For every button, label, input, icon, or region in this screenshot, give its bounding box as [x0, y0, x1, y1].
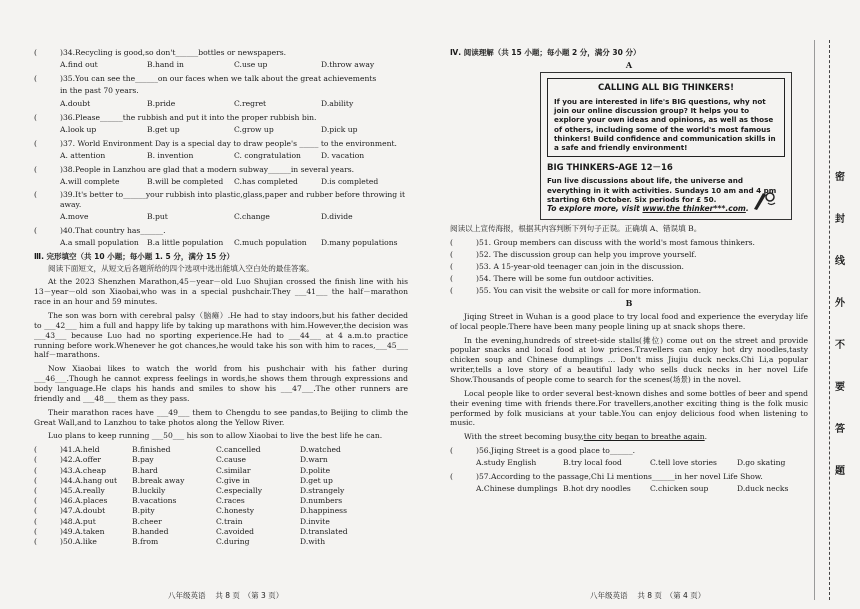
cloze-row: ( )41.A.held B.finished C.cancelled D.watched	[34, 445, 341, 455]
passage-b-paragraph: Jiqing Street in Wuhan is a good place to try local food and experience the everyday life of local people.There have been many people lining up at snack shops there.	[450, 311, 808, 331]
binding-strip	[814, 40, 860, 600]
binding-dashed-line	[829, 40, 830, 600]
options-37: A. attention B. invention C. congratulation D. vacation	[60, 150, 365, 160]
options-36: A.look up B.get up C.grow up D.pick up	[60, 125, 358, 135]
section-3-instructions: 阅读下面短文，从短文后各题所给的四个选项中选出能填入空白处的最佳答案。	[48, 263, 314, 273]
passage-paragraph: Luo plans to keep running ___50___ his son to allow Xiaobai to live the best life he can.	[48, 431, 383, 441]
website-link[interactable]: www.the thinker***.com	[642, 204, 746, 214]
options-56: A.study English B.try local food C.tell love stories D.go skating	[476, 458, 786, 468]
question-56: ( )56.Jiqing Street is a good place to______.	[450, 446, 636, 456]
cloze-row: ( )45.A.really B.luckily C.especially D.strangely	[34, 486, 345, 495]
page-footer: 八年级英语 共 8 页 （第 4 页）	[590, 591, 706, 601]
right-page	[440, 0, 812, 609]
passage-b-last-line: With the street becoming busy,the city began to breathe again.	[464, 432, 708, 442]
tf-item: ( )54. There will be some fun outdoor activities.	[450, 273, 654, 283]
cloze-row: ( )48.A.put B.cheer C.train D.invite	[34, 516, 330, 526]
tf-item: ( )53. A 15-year-old teenager can join in the discussion.	[450, 261, 684, 271]
question-37: ( )37. World Environment Day is a special day to draw people's _____ to the environment.	[34, 139, 397, 149]
poster-subtitle: BIG THINKERS-AGE 12－16	[547, 163, 673, 174]
options-57: A.Chinese dumplings B.hot dry noodles C.chicken soup D.duck necks	[476, 483, 789, 493]
binding-char: 密	[835, 172, 845, 183]
tf-item: ( )52. The discussion group can help you improve yourself.	[450, 250, 697, 260]
cloze-row: ( )50.A.like B.from C.during D.with	[34, 536, 326, 546]
options-35: A.doubt B.pride C.regret D.ability	[60, 99, 354, 109]
passage-paragraph: The son was born with cerebral palsy（脑瘫）.He had to stay indoors,but his father decided to ___42___ him a full and happy life by taking up marathons with him.However,the decision was ___43___ because Luo had no sporting experience.He had to ___44___ at 4 a.m.to practice running before work.Whenever he got chances,he would take his son with him to races,___45___ half－marathons.	[34, 310, 408, 360]
passage-paragraph: At the 2023 Shenzhen Marathon,45－year－old Luo Shujian crossed the finish line with his 13－year－old son Xiaobai,who was in a special pushchair.They ___41___ the half－marathon race in an hour and 59 minutes.	[34, 277, 408, 307]
question-39: ( )39.It's better to______your rubbish into plastic,glass,paper and rubber before throwing it away.	[34, 190, 406, 210]
tf-item: ( )55. You can visit the website or call for more information.	[450, 285, 702, 295]
poster-details: Fun live discussions about life, the universe and everything in it with activities. Sundays 10 am and 4 pm starting 6th October. Six periods for £ 50.	[547, 176, 777, 205]
cloze-row: ( )46.A.places B.vacations C.races D.numbers	[34, 496, 343, 506]
question-34: ( )34.Recycling is good,so don't______bottles or newspapers.	[34, 48, 287, 57]
section-4-title: Ⅳ. 阅读理解（共 15 小题；每小题 2 分，满分 30 分）	[450, 48, 641, 57]
page-footer: 八年级英语 共 8 页 （第 3 页）	[168, 591, 284, 601]
question-35-cont: in the past 70 years.	[60, 85, 139, 95]
cloze-options	[34, 445, 408, 547]
cloze-row: ( )49.A.taken B.handed C.avoided D.translated	[34, 526, 348, 536]
passage-paragraph: Now Xiaobai likes to watch the world from his pushchair with his father during ___46___.Though he cannot express feelings in words,he shows them through expressions and body language.He claps his hands and smiles to show his ___47___.The other runners are friendly and ___48___ them as they pass.	[34, 364, 408, 403]
tf-instructions: 阅读以上宣传海报，根据其内容判断下列句子正误。正确填 A、错误填 B。	[450, 224, 702, 234]
binding-char: 题	[835, 466, 845, 477]
question-40: ( )40.That country has______.	[34, 226, 166, 236]
binding-char: 封	[835, 214, 845, 225]
cloze-row: ( )42.A.offer B.pay C.cause D.warn	[34, 455, 328, 465]
passage-b-paragraph: Local people like to order several best-known dishes and some bottles of beer and spend their evening time with friends there.For travellers,another exciting thing is the folk music performed by folk musicians at your table.You can enjoy delicious food when listening to music.	[450, 388, 808, 428]
options-39: A.move B.put C.change D.divide	[60, 212, 353, 222]
left-page	[0, 0, 420, 609]
section-3-title: Ⅲ. 完形填空（共 10 小题；每小题 1. 5 分，满分 15 分）	[34, 251, 234, 261]
options-38: A.will complete B.will be completed C.has completed D.is completed	[60, 176, 379, 186]
passage-b-paragraph: In the evening,hundreds of street-side stalls(摊位) come out on the street and provide popular snacks and local food at low prices.Travellers can enjoy hot dry noodles,tasty chicken soup and Chinese dumplings … Don't miss Jiujiu duck necks.Chi Li,a popular writer,tells a love story of a beautiful lady who sells duck necks in her novel Life Show.Thousands of people come to search for the scenes(场景) in the novel.	[450, 335, 808, 385]
question-38: ( )38.People in Lanzhou are glad that a modern subway______in several years.	[34, 164, 355, 174]
pen-drawing-icon	[751, 189, 777, 211]
binding-char: 答	[835, 424, 845, 435]
cloze-row: ( )44.A.hang out B.break away C.give in D.get up	[34, 475, 333, 485]
options-34: A.find out B.hand in C.use up D.throw away	[60, 59, 375, 69]
tf-item: ( )51. Group members can discuss with the world's most famous thinkers.	[450, 238, 755, 248]
poster	[540, 72, 792, 220]
cloze-row: ( )47.A.doubt B.pity C.honesty D.happiness	[34, 506, 347, 516]
question-36: ( )36.Please______the rubbish and put it into the proper rubbish bin.	[34, 113, 317, 123]
poster-explore: To explore more, visit www.the thinker***.com.	[547, 204, 749, 214]
options-40: A.a small population B.a little population C.much population D.many populations	[60, 237, 398, 247]
passage-paragraph: Their marathon races have ___49___ them to Chengdu to see pandas,to Beijing to climb the Great Wall,and to Lanzhou to take photos along the Yellow River.	[34, 407, 408, 427]
binding-char: 线	[835, 256, 845, 267]
binding-char: 不	[835, 340, 845, 351]
cloze-row: ( )43.A.cheap B.hard C.similar D.polite	[34, 465, 331, 475]
passage-a-label: A	[625, 59, 633, 70]
poster-body: If you are interested in life's BIG questions, why not join our online discussion group? It helps you to explore your own ideas and opinions, as well as those of others, including some of the world's most famous thinkers! Build confidence and communication skills in a safe and friendly environment!	[554, 97, 776, 153]
passage-b-label: B	[625, 298, 633, 309]
question-57: ( )57.According to the passage,Chi Li mentions______in her novel Life Show.	[450, 471, 763, 481]
binding-char: 要	[835, 382, 845, 393]
poster-title: CALLING ALL BIG THINKERS!	[598, 83, 734, 94]
binding-char: 外	[835, 298, 845, 309]
poster-box	[547, 78, 785, 157]
question-35: ( )35.You can see the______on our faces when we talk about the great achievements	[34, 73, 377, 83]
